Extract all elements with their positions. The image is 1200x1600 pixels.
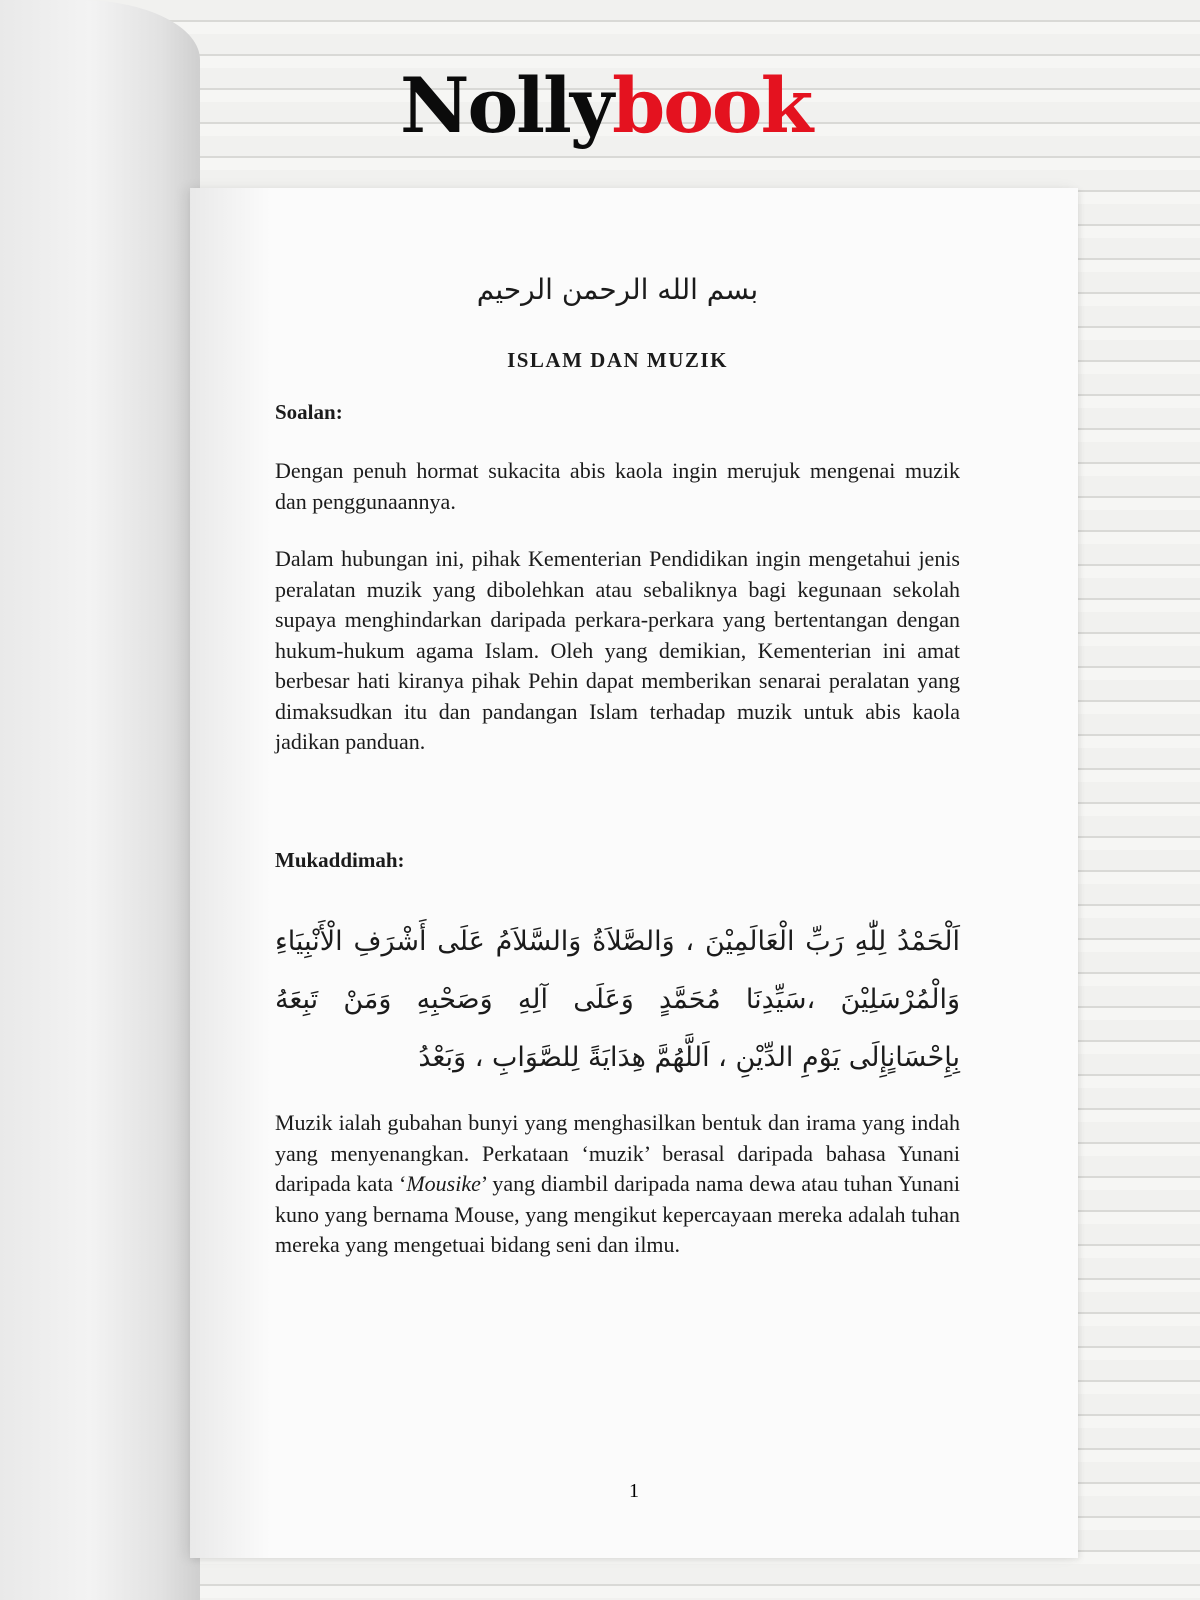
brand-logo: [400, 61, 820, 150]
page-title: ISLAM DAN MUZIK: [507, 348, 728, 372]
mukaddimah-heading: Mukaddimah:: [275, 848, 405, 872]
mousike-term: Mousike: [406, 1171, 481, 1196]
arabic-invocation: اَلْحَمْدُ لِلّٰهِ رَبِّ الْعَالَمِيْنَ ، وَالصَّلاَةُ وَالسَّلاَمُ عَلَى أَشْرَفِ الْأَنْبِيَاءِ وَالْمُرْسَلِيْنَ ،سَيِّدِنَا مُحَمَّدٍ وَعَلَى آلِهِ وَصَحْبِهِ وَمَنْ تَبِعَهُ بِإِحْسَانٍإِلَى يَوْمِ الدِّيْنِ ، اَللَّهُمَّ هِدَايَةً لِلصَّوَابِ ، وَبَعْدُ: [275, 926, 960, 1073]
page-gutter-shadow: [190, 188, 270, 1558]
brand-logo-part1: Nolly: [400, 61, 613, 150]
facing-page-edge: [0, 0, 200, 1600]
muzik-paragraph-text-1: Muzik ialah gubahan bunyi yang menghasilkan bentuk dan irama yang indah yang menyenangkan. Perkataan ‘muzik’ berasal daripada bahasa Yunani daripada kata ‘: [275, 1110, 960, 1196]
brand-logo-part2: book: [612, 61, 812, 150]
soalan-paragraph-2: Dalam hubungan ini, pihak Kementerian Pendidikan ingin mengetahui jenis peralatan muzik yang dibolehkan atau sebaliknya bagi kegunaan sekolah supaya menghindarkan daripada perkara-perkara yang bertentangan dengan hukum-hukum agama Islam. Oleh yang demikian, Kementerian ini amat berbesar hati kiranya pihak Pehin dapat memberikan senarai peralatan yang dimaksudkan itu dan pandangan Islam terhadap muzik untuk abis kaola jadikan panduan.: [275, 546, 960, 754]
soalan-paragraph-1: Dengan penuh hormat sukacita abis kaola ingin merujuk mengenai muzik dan penggunaannya.: [275, 458, 960, 514]
basmalah: بسم الله الرحمن الرحيم: [476, 273, 759, 306]
book-page: [190, 188, 1078, 1558]
muzik-paragraph-text-2: ’ yang diambil daripada nama dewa atau tuhan Yunani kuno yang bernama Mouse, yang mengikut kepercayaan mereka adalah tuhan mereka yang mengetuai bidang seni dan ilmu.: [275, 1171, 960, 1257]
page-number: 1: [629, 1480, 639, 1502]
muzik-definition-paragraph: [275, 1108, 960, 1261]
soalan-heading: Soalan:: [275, 400, 343, 424]
